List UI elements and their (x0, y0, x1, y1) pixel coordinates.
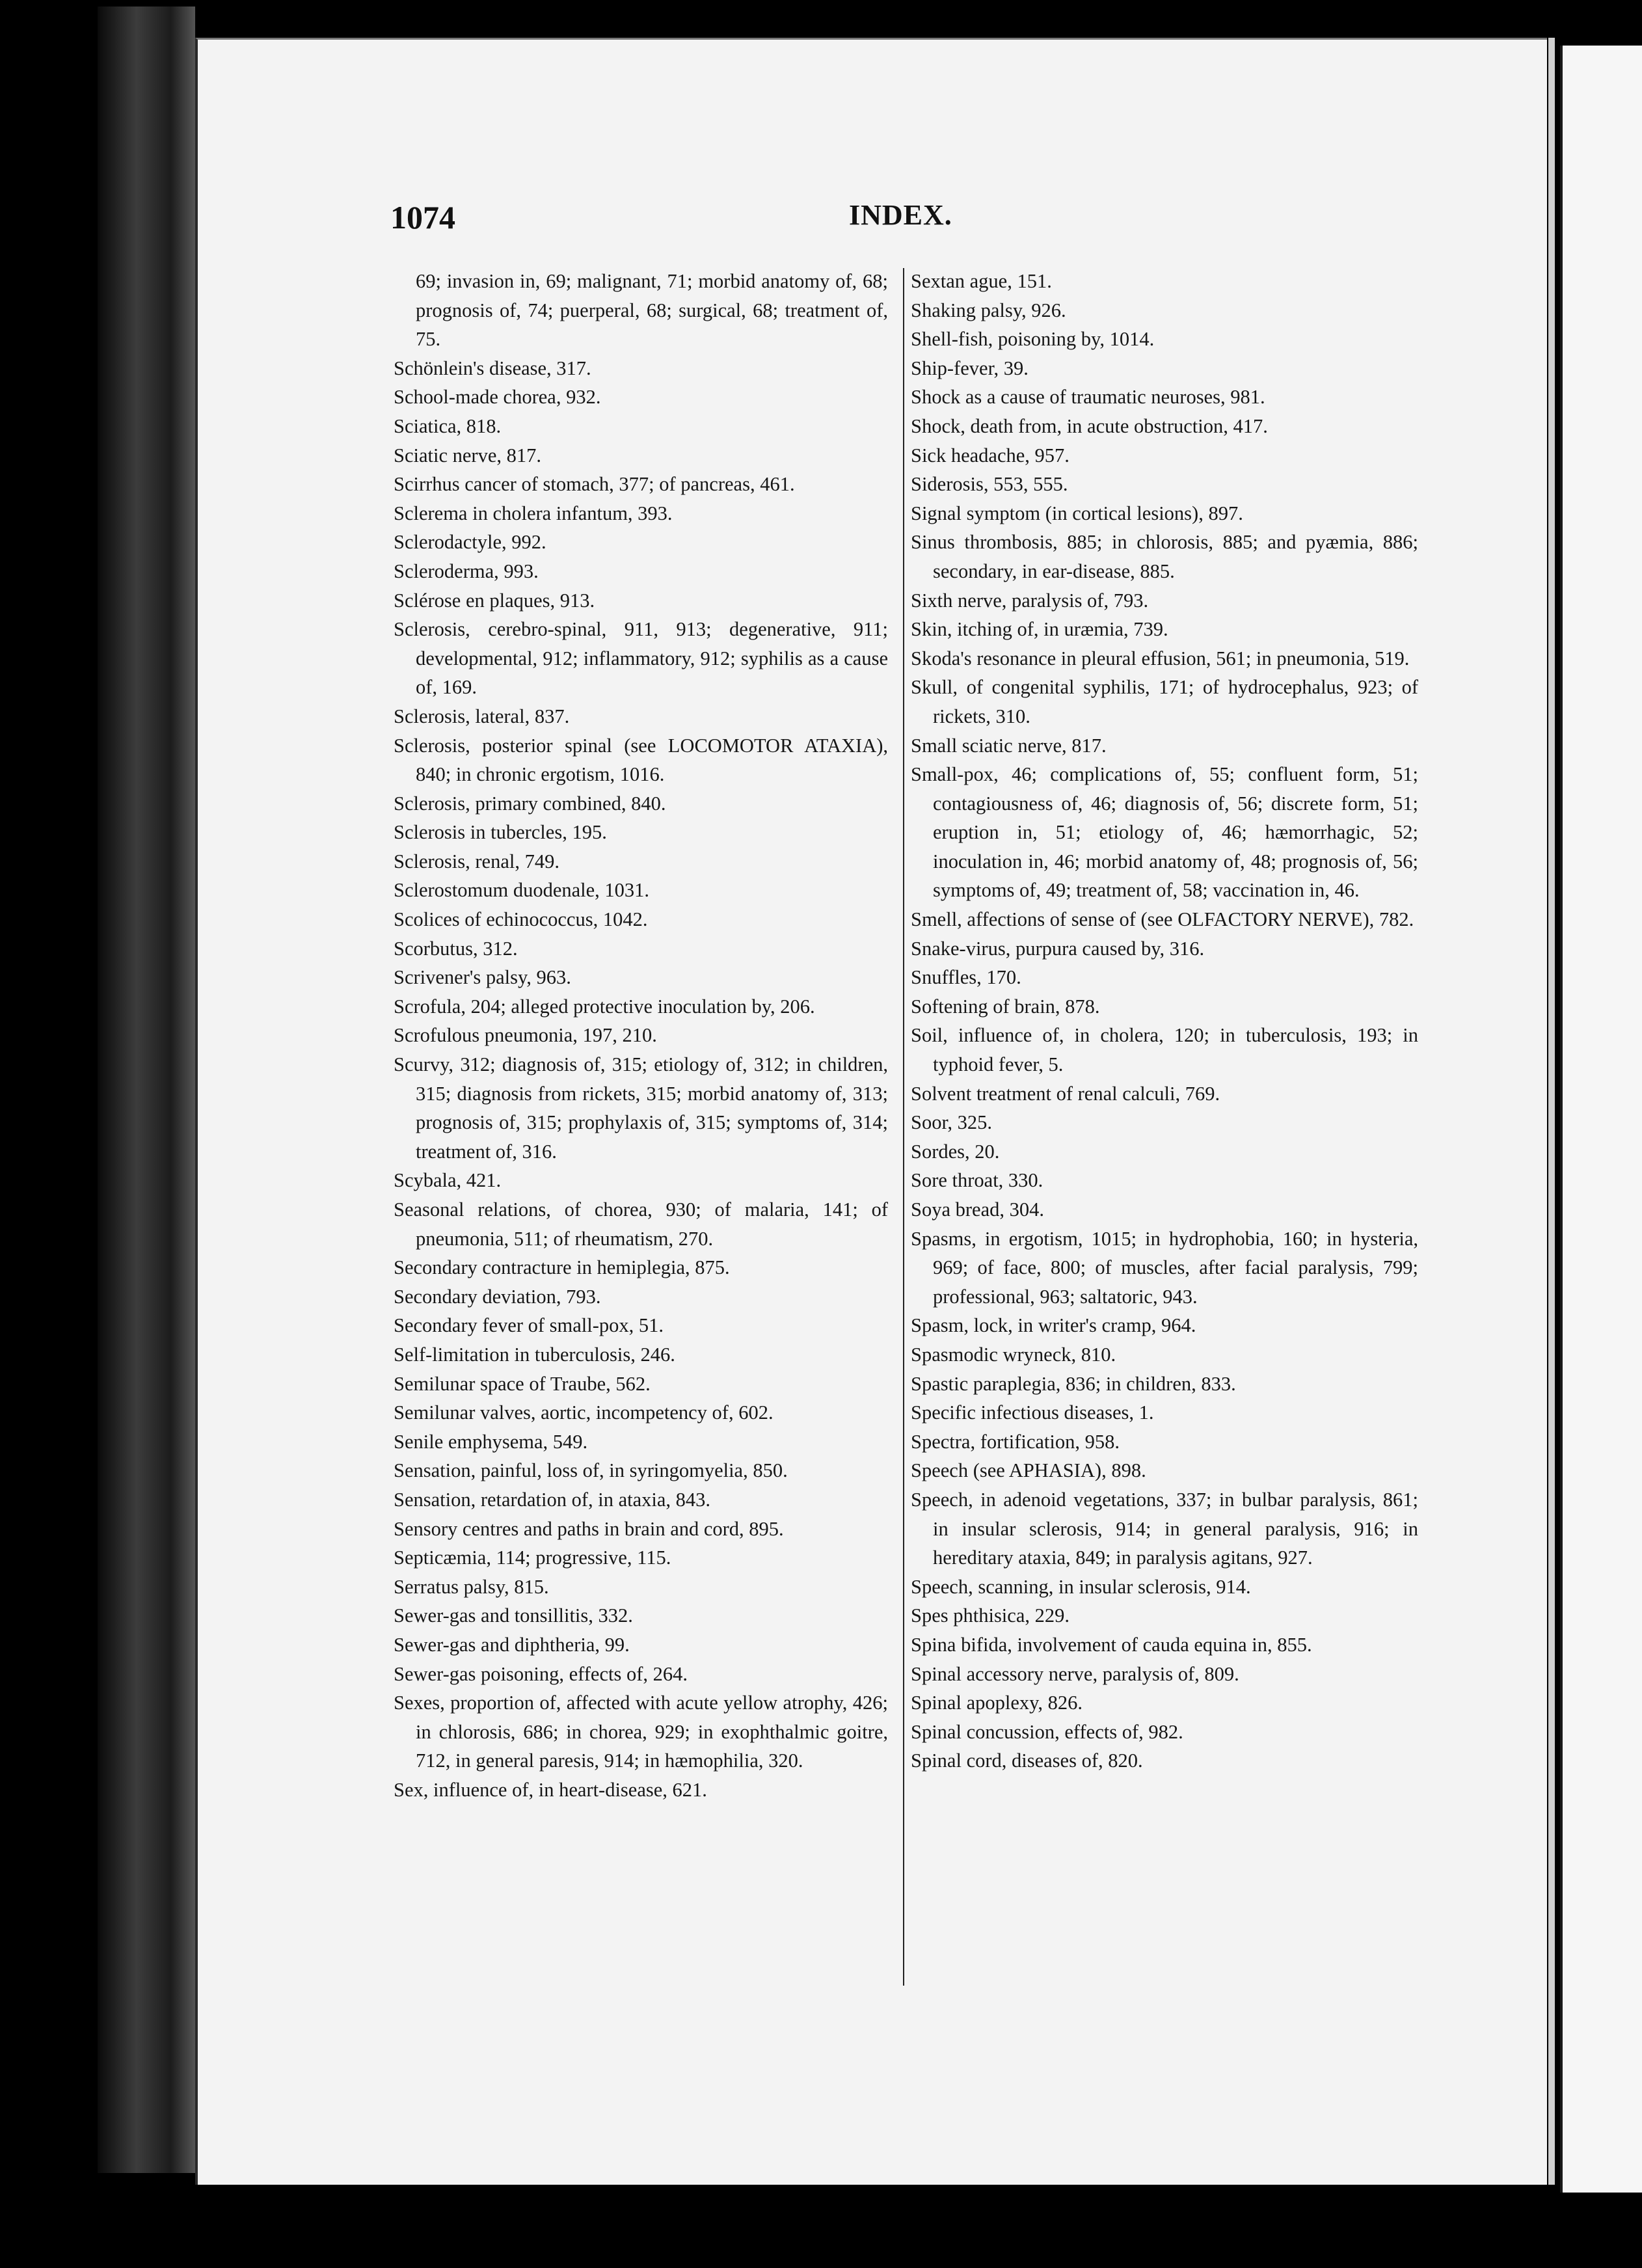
index-entry: Secondary fever of small-pox, 51. (394, 1314, 664, 1337)
index-entry: Ship-fever, 39. (911, 357, 1029, 379)
index-entry: Senile emphysema, 549. (394, 1430, 588, 1453)
index-entry: Solvent treatment of renal calculi, 769. (911, 1082, 1220, 1105)
index-entry: Sclerosis, lateral, 837. (394, 705, 570, 727)
index-entry: Semilunar valves, aortic, incompetency of, 602. (394, 1401, 774, 1424)
index-entry: Soil, influence of, in cholera, 120; in tuberculosis, 193; in typhoid fever, 5. (911, 1024, 1418, 1076)
index-entry: Secondary contracture in hemiplegia, 875. (394, 1256, 730, 1279)
index-entry: Spasm, lock, in writer's cramp, 964. (911, 1314, 1196, 1337)
index-entry: Sensation, painful, loss of, in syringomyelia, 850. (394, 1459, 788, 1482)
index-entry: Sclerodactyle, 992. (394, 531, 546, 554)
index-entry: Softening of brain, 878. (911, 995, 1100, 1018)
index-column-right (911, 267, 1418, 1775)
index-entry: Speech (see APHASIA), 898. (911, 1459, 1146, 1482)
index-entry: Snuffles, 170. (911, 966, 1021, 989)
index-entry: Sensory centres and paths in brain and cord, 895. (394, 1517, 784, 1540)
index-entry: Sclerostomum duodenale, 1031. (394, 879, 650, 902)
index-entry: Sclerosis, primary combined, 840. (394, 792, 666, 815)
index-entry: Specific infectious diseases, 1. (911, 1401, 1154, 1424)
index-entry: Spina bifida, involvement of cauda equina in, 855. (911, 1633, 1312, 1656)
index-entry: Sixth nerve, paralysis of, 793. (911, 589, 1149, 612)
index-entry: Scrofula, 204; alleged protective inoculation by, 206. (394, 995, 815, 1018)
index-entry: Sciatic nerve, 817. (394, 444, 541, 466)
book-spine (98, 7, 195, 2173)
index-entry: Smell, affections of sense of (see OLFACTORY NERVE), 782. (911, 908, 1414, 931)
index-entry: Septicæmia, 114; progressive, 115. (394, 1546, 671, 1569)
index-entry: Seasonal relations, of chorea, 930; of malaria, 141; of pneumonia, 511; of rheumatism, 270. (394, 1198, 888, 1250)
index-entry: Small sciatic nerve, 817. (911, 734, 1107, 757)
page-edge (1548, 38, 1555, 2185)
index-entry: Scolices of echinococcus, 1042. (394, 908, 648, 931)
index-entry: Spasms, in ergotism, 1015; in hydrophobia, 160; in hysteria, 969; of face, 800; of muscles, after facial paralysis, 799; professional, 963; saltatoric, 943. (911, 1227, 1418, 1308)
index-entry: Spinal apoplexy, 826. (911, 1692, 1083, 1714)
index-entry: Scorbutus, 312. (394, 937, 518, 960)
index-column-left (394, 267, 888, 1804)
index-entry: Speech, in adenoid vegetations, 337; in bulbar paralysis, 861; in insular sclerosis, 914; in general paralysis, 916; in hereditary ataxia, 849; in paralysis agitans, 927. (911, 1488, 1418, 1569)
page-number: 1074 (390, 199, 455, 236)
index-entry: Sclerema in cholera infantum, 393. (394, 502, 673, 524)
index-entry: Sinus thrombosis, 885; in chlorosis, 885; and pyæmia, 886; secondary, in ear-disease, 885. (911, 531, 1418, 582)
index-entry: Self-limitation in tuberculosis, 246. (394, 1343, 675, 1366)
index-entry: Skin, itching of, in uræmia, 739. (911, 618, 1168, 641)
index-entry: Spes phthisica, 229. (911, 1604, 1070, 1627)
index-entry: Spinal cord, diseases of, 820. (911, 1749, 1143, 1772)
index-entry: Sclerosis, posterior spinal (see LOCOMOTOR ATAXIA), 840; in chronic ergotism, 1016. (394, 734, 888, 786)
index-entry: Sextan ague, 151. (911, 270, 1052, 292)
index-entry: Soor, 325. (911, 1111, 993, 1134)
index-entry: Spastic paraplegia, 836; in children, 833. (911, 1372, 1236, 1395)
index-entry: Sclérose en plaques, 913. (394, 589, 595, 612)
index-entry: Spinal accessory nerve, paralysis of, 809. (911, 1662, 1239, 1685)
page-header (390, 198, 1282, 237)
index-entry: 69; invasion in, 69; malignant, 71; morbid anatomy of, 68; prognosis of, 74; puerperal, 68; surgical, 68; treatment of, 75. (416, 270, 888, 351)
facing-page-edge (1560, 46, 1642, 2193)
column-divider (903, 268, 904, 1986)
index-entry: Sex, influence of, in heart-disease, 621. (394, 1778, 707, 1801)
index-entry: Scrivener's palsy, 963. (394, 966, 571, 989)
index-entry: Scleroderma, 993. (394, 560, 539, 582)
index-entry: Sewer-gas and tonsillitis, 332. (394, 1604, 633, 1627)
index-entry: Speech, scanning, in insular sclerosis, 914. (911, 1575, 1251, 1598)
index-entry: Small-pox, 46; complications of, 55; confluent form, 51; contagiousness of, 46; diagnosis of, 56; discrete form, 51; eruption in, 51; etiology of, 46; hæmorrhagic, 52; inoculation in, 46; morbid anatomy of, 48; prognosis of, 56; symptoms of, 49; treatment of, 58; vaccination in, 46. (911, 763, 1418, 902)
index-entry: Skull, of congenital syphilis, 171; of hydrocephalus, 923; of rickets, 310. (911, 676, 1418, 727)
index-entry: Scybala, 421. (394, 1169, 502, 1192)
index-entry: Spasmodic wryneck, 810. (911, 1343, 1116, 1366)
index-entry: Siderosis, 553, 555. (911, 473, 1068, 496)
index-entry: Skoda's resonance in pleural effusion, 561; in pneumonia, 519. (911, 647, 1410, 669)
index-entry: Schönlein's disease, 317. (394, 357, 591, 379)
index-entry: Scirrhus cancer of stomach, 377; of pancreas, 461. (394, 473, 795, 496)
index-entry: Shock, death from, in acute obstruction, 417. (911, 414, 1268, 437)
index-entry: Secondary deviation, 793. (394, 1285, 601, 1308)
index-entry: Sick headache, 957. (911, 444, 1070, 466)
index-entry: Sewer-gas poisoning, effects of, 264. (394, 1662, 688, 1685)
index-entry: Sexes, proportion of, affected with acute yellow atrophy, 426; in chlorosis, 686; in chorea, 929; in exophthalmic goitre, 712, in general paresis, 914; in hæmophilia, 320. (394, 1692, 888, 1772)
index-entry: School-made chorea, 932. (394, 386, 601, 409)
index-entry: Shaking palsy, 926. (911, 299, 1066, 321)
index-entry: Spinal concussion, effects of, 982. (911, 1720, 1183, 1743)
index-entry: Sewer-gas and diphtheria, 99. (394, 1633, 630, 1656)
index-entry: Shell-fish, poisoning by, 1014. (911, 328, 1155, 351)
index-entry: Sciatica, 818. (394, 414, 502, 437)
running-head-title: INDEX. (849, 199, 952, 231)
index-entry: Sclerosis, cerebro-spinal, 911, 913; degenerative, 911; developmental, 912; inflammatory, 912; syphilis as a cause of, 169. (394, 618, 888, 699)
index-entry: Soya bread, 304. (911, 1198, 1044, 1221)
index-entry: Serratus palsy, 815. (394, 1575, 549, 1598)
index-entry: Signal symptom (in cortical lesions), 897. (911, 502, 1243, 524)
index-entry: Sclerosis, renal, 749. (394, 850, 559, 872)
index-entry: Scurvy, 312; diagnosis of, 315; etiology of, 312; in children, 315; diagnosis from rickets, 315; morbid anatomy of, 313; prognosis of, 315; prophylaxis of, 315; symptoms of, 314; treatment of, 316. (394, 1053, 888, 1163)
index-entry: Shock as a cause of traumatic neuroses, 981. (911, 386, 1265, 409)
index-entry: Sensation, retardation of, in ataxia, 843. (394, 1488, 711, 1511)
index-entry: Sore throat, 330. (911, 1169, 1043, 1192)
index-entry: Scrofulous pneumonia, 197, 210. (394, 1024, 657, 1047)
index-entry: Semilunar space of Traube, 562. (394, 1372, 651, 1395)
index-entry: Snake-virus, purpura caused by, 316. (911, 937, 1205, 960)
index-entry: Sordes, 20. (911, 1140, 1000, 1163)
index-entry: Spectra, fortification, 958. (911, 1430, 1120, 1453)
index-entry: Sclerosis in tubercles, 195. (394, 821, 607, 844)
